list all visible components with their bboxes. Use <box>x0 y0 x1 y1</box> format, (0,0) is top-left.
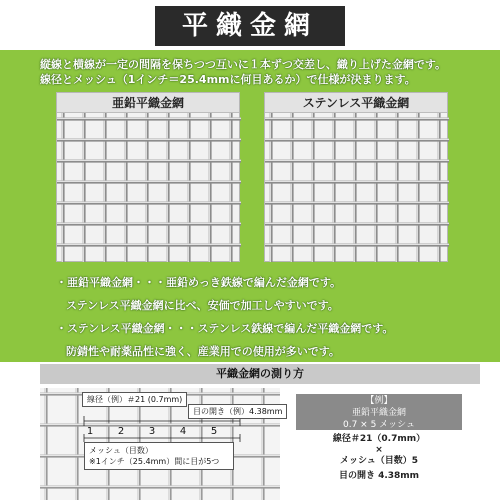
example-header <box>296 394 462 430</box>
example-product: 亜鉛平織金網 <box>351 408 406 418</box>
description-stainless: ・ステンレス平織金網・・・ステンレス鉄線で編んだ平織金網です。 <box>56 322 394 335</box>
sample-card-zinc <box>56 92 240 262</box>
mesh-count-number: 4 <box>179 426 187 437</box>
intro-text-2: 線径とメッシュ（1インチ＝25.4mmに何目あるか）で仕様が決まります。 <box>40 73 416 86</box>
sample-label-zinc: 亜鉛平織金網 <box>57 93 239 113</box>
example-wire: 線径＃21（0.7mm） <box>332 434 426 444</box>
mesh-count-number: 5 <box>210 426 218 437</box>
example-opening: 目の開き 4.38mm <box>338 471 420 481</box>
description-zinc: ・亜鉛平織金網・・・亜鉛めっき鉄線で編んだ金網です。 <box>56 276 342 289</box>
mesh-note-title: メッシュ（目数） <box>89 446 153 455</box>
mesh-note-detail: ※1インチ（25.4mm）間に目が5つ <box>89 457 220 466</box>
title-bar <box>0 0 500 50</box>
page-title: 平織金網 <box>155 6 345 46</box>
example-spec: 0.7 × 5 メッシュ <box>343 420 415 430</box>
mesh-count-note <box>84 442 234 470</box>
opening-size-label: 目の開き（例）4.38mm <box>188 404 287 419</box>
intro-text-1: 縦線と横線が一定の間隔を保ちつつ互いに１本ずつ交差し、織り上げた金網です。 <box>40 58 447 71</box>
measure-diagram <box>40 388 283 500</box>
sample-card-stainless <box>264 92 448 262</box>
example-mesh: メッシュ（目数）5 <box>339 456 419 466</box>
intro-panel <box>0 50 500 362</box>
mesh-count-number: 3 <box>148 426 156 437</box>
example-body <box>296 434 462 482</box>
description-stainless-detail: 防錆性や耐薬品性に強く、産業用での使用が多いです。 <box>66 345 340 358</box>
description-zinc-detail: ステンレス平織金網に比べ、安価で加工しやすいです。 <box>66 299 339 312</box>
mesh-count-number: 1 <box>86 426 94 437</box>
mesh-photo-zinc <box>57 113 241 262</box>
mesh-count-number: 2 <box>117 426 125 437</box>
example-spec-panel <box>296 394 462 500</box>
example-times: × <box>375 445 383 455</box>
example-tag: 【例】 <box>365 396 393 406</box>
sample-label-stainless: ステンレス平織金網 <box>265 93 447 113</box>
mesh-photo-stainless <box>265 113 449 262</box>
measure-section-header: 平織金網の測り方 <box>40 364 480 384</box>
wire-diameter-label: 線径（例）＃21 (0.7mm) <box>82 392 187 407</box>
